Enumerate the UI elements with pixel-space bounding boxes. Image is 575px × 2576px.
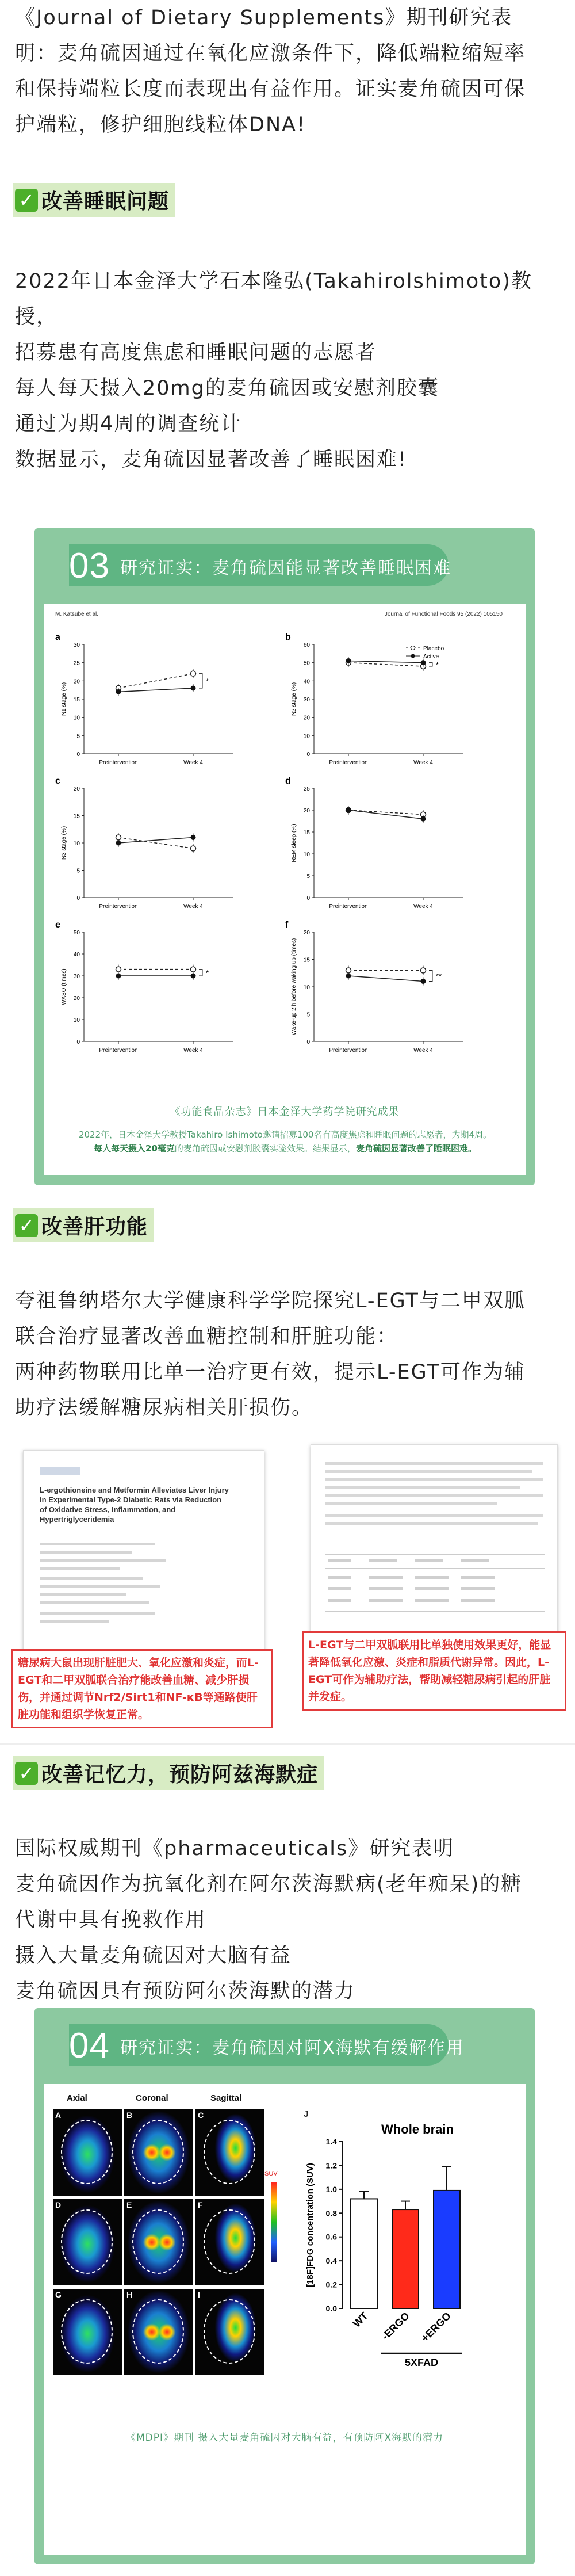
- active-point: [116, 974, 121, 979]
- sleep-line: 通过为期4周的调查统计: [15, 413, 242, 436]
- y-axis-label: WASO (times): [61, 968, 67, 1005]
- figure-note-highlight: 每人每天摄入20毫克: [94, 1143, 175, 1154]
- figure-note-line-1: 2022年，日本金泽大学教授Takahiro Ishimoto邀请招募100名有高度焦虑和睡眠问题的志愿者，为期4周。: [78, 1129, 492, 1140]
- figure-area: [44, 2084, 526, 2555]
- panel-letter: e: [55, 920, 60, 930]
- sleep-panel-a: [55, 632, 233, 766]
- active-line: [348, 661, 423, 663]
- legend-active-marker: [411, 654, 415, 658]
- region-outline: [204, 2209, 255, 2274]
- significance-bracket: [199, 970, 202, 976]
- y-tick-label: 20: [303, 808, 310, 814]
- bar--ERGO: [392, 2209, 419, 2308]
- y-axis-label: N2 stage (%): [291, 682, 297, 716]
- paper-title: L-ergothioneine and Metformin Alleviates Liver Injury in Experimental Type-2 Diabetic Rats via Reduction of Oxidative Stress, Inflammation, and Hypertriglyceridemia: [40, 1486, 229, 1524]
- y-tick-label: 0.4: [325, 2256, 337, 2266]
- y-tick-label: 15: [303, 957, 310, 964]
- x-tick-label: Preintervention: [329, 903, 368, 910]
- liver-line: 联合治疗显著改善血糖控制和肝脏功能：: [15, 1325, 398, 1348]
- panel-letter: f: [285, 920, 289, 930]
- pet-scan-image: [195, 2109, 264, 2196]
- paper-logo: [40, 1467, 80, 1475]
- y-tick-label: 50: [73, 930, 80, 936]
- region-outline: [61, 2209, 113, 2274]
- y-tick-label: 15: [73, 697, 80, 703]
- y-tick-label: 0: [76, 895, 80, 902]
- region-outline: [132, 2209, 184, 2274]
- active-point: [421, 979, 426, 984]
- figure-caption: 《MDPI》期刊 摄入大量麦角硫因对大脑有益，有预防阿X海默的潜力: [125, 2432, 444, 2444]
- figure-note-highlight: 麦角硫因显著改善了睡眠困难。: [355, 1143, 477, 1154]
- y-tick-label: 5: [76, 733, 80, 740]
- region-outline: [61, 2120, 113, 2184]
- significance-marker: **: [436, 972, 442, 980]
- y-tick-label: 1.4: [325, 2137, 337, 2146]
- card-title: [69, 545, 451, 586]
- placebo-line: [348, 663, 423, 666]
- y-tick-label: 60: [303, 642, 310, 648]
- x-tick-label: Preintervention: [99, 903, 138, 910]
- section-heading-text: 改善肝功能: [41, 1215, 148, 1239]
- legend-placebo-label: Placebo: [423, 646, 444, 652]
- x-tick-label: Preintervention: [99, 760, 138, 766]
- pet-scan-image: [195, 2199, 264, 2285]
- memory-line: 国际权威期刊《pharmaceuticals》研究表明: [15, 1837, 455, 1860]
- active-line: [118, 688, 193, 692]
- figure-note: [61, 1128, 509, 1155]
- figure-area: [44, 604, 526, 1175]
- sleep-line: 招募患有高度焦虑和睡眠问题的志愿者: [15, 341, 377, 364]
- liver-line: 助疗法缓解糖尿病相关肝损伤。: [15, 1396, 313, 1419]
- column-head-sagittal: Sagittal: [210, 2093, 242, 2103]
- legend-placebo-marker: [411, 646, 415, 650]
- panel-letter: b: [285, 632, 291, 642]
- column-head-axial: Axial: [67, 2093, 87, 2103]
- region-outline: [132, 2299, 184, 2364]
- region-outline: [132, 2120, 184, 2184]
- y-tick-label: 0: [76, 751, 80, 758]
- memory-line: 摄入大量麦角硫因对大脑有益: [15, 1944, 292, 1967]
- bar-WT: [351, 2199, 377, 2308]
- card-title: [69, 2025, 465, 2066]
- x-tick-label: +ERGO: [419, 2310, 453, 2344]
- legend: [406, 646, 444, 660]
- sleep-panel-d: [285, 776, 463, 910]
- active-point: [346, 658, 351, 663]
- y-tick-label: 1.0: [325, 2184, 337, 2194]
- x-tick-label: Week 4: [413, 760, 433, 766]
- figure-journal-head: Journal of Functional Foods 95 (2022) 105150: [384, 611, 503, 617]
- y-tick-label: 20: [73, 678, 80, 685]
- intro-line: 和保持端粒长度而表现出有益作用。证实麦角硫因可保: [15, 78, 526, 101]
- card-title-text: 研究证实：麦角硫因能显著改善睡眠困难: [120, 558, 451, 578]
- active-point: [421, 816, 426, 822]
- pet-scan-image: [53, 2199, 122, 2285]
- intro-line: 护端粒，修护细胞线粒体DNA!: [15, 113, 306, 136]
- sleep-panel-c: [55, 776, 233, 910]
- active-point: [116, 689, 121, 694]
- y-tick-label: 0: [306, 751, 310, 758]
- y-tick-label: 10: [303, 733, 310, 740]
- y-tick-label: 5: [306, 873, 310, 880]
- scan-label: I: [198, 2290, 200, 2299]
- x-tick-label: -ERGO: [379, 2310, 412, 2342]
- legend-active-label: Active: [423, 654, 439, 660]
- y-tick-label: 25: [303, 786, 310, 792]
- significance-marker: *: [436, 660, 439, 669]
- card-number: 03: [69, 546, 110, 586]
- y-tick-label: 20: [73, 995, 80, 1002]
- liver-summary-box-right: L-EGT与二甲双胍联用比单独使用效果更好，能显著降低氧化应激、炎症和脂质代谢异常。因此，L-EGT可作为辅助疗法，帮助减轻糖尿病引起的肝脏并发症。: [302, 1631, 566, 1711]
- liver-line: 两种药物联用比单一治疗更有效，提示L-EGT可作为辅: [15, 1361, 526, 1384]
- region-outline: [204, 2299, 255, 2364]
- significance-marker: *: [206, 968, 209, 978]
- memory-line: 麦角硫因作为抗氧化剂在阿尔茨海默病(老年痴呆)的糖: [15, 1873, 523, 1896]
- intro-paragraph: [15, 0, 561, 143]
- sleep-line: 授，: [15, 306, 58, 329]
- active-point: [116, 841, 121, 846]
- y-tick-label: 50: [303, 660, 310, 667]
- significance-bracket: [429, 971, 432, 982]
- y-tick-label: 0.2: [325, 2280, 337, 2289]
- y-tick-label: 0: [306, 895, 310, 902]
- scan-label: F: [198, 2200, 203, 2209]
- placebo-line: [348, 810, 423, 815]
- significance-marker: *: [206, 677, 209, 686]
- active-point: [191, 835, 196, 840]
- x-tick-label: Week 4: [183, 903, 203, 910]
- sleep-paragraph: [15, 264, 561, 478]
- card-title-text: 研究证实：麦角硫因对阿X海默有缓解作用: [120, 2037, 465, 2058]
- x-tick-label: Preintervention: [99, 1047, 138, 1054]
- alzheimer-study-card: [34, 2008, 535, 2564]
- chart-letter: J: [304, 2109, 309, 2119]
- y-tick-label: 25: [73, 660, 80, 667]
- x-tick-label: Week 4: [183, 1047, 203, 1054]
- x-tick-label: Preintervention: [329, 760, 368, 766]
- scan-label: C: [198, 2111, 204, 2120]
- pet-scan-image: [53, 2289, 122, 2375]
- pet-scan-grid: [53, 2109, 283, 2380]
- section-heading-liver: [13, 1208, 154, 1242]
- placebo-point: [191, 671, 196, 676]
- active-point: [191, 686, 196, 691]
- y-tick-label: 0.8: [325, 2208, 337, 2218]
- section-heading-text: 改善睡眠问题: [41, 190, 170, 213]
- check-mark-icon: ✓: [15, 1762, 38, 1785]
- active-point: [191, 974, 196, 979]
- figure-note-text: 的麦角硫因或安慰剂胶囊实验效果。结果显示，: [174, 1143, 356, 1154]
- scan-label: B: [126, 2111, 133, 2120]
- scan-label: A: [55, 2111, 62, 2120]
- y-tick-label: 20: [303, 930, 310, 936]
- pet-scan-image: [124, 2109, 193, 2196]
- whole-brain-bar-chart: [297, 2107, 515, 2406]
- region-outline: [61, 2299, 113, 2364]
- paper-text-lines: [40, 1543, 258, 1658]
- x-tick-label: Preintervention: [329, 1047, 368, 1054]
- group-label: 5XFAD: [404, 2357, 439, 2368]
- y-axis-label: [18F]FDG concentration (SUV): [305, 2163, 315, 2287]
- sleep-line: 数据显示，麦角硫因显著改善了睡眠困难!: [15, 448, 408, 471]
- active-point: [346, 808, 351, 813]
- significance-bracket: [199, 674, 202, 688]
- y-tick-label: 30: [73, 642, 80, 648]
- y-tick-label: 15: [73, 813, 80, 820]
- pet-scan-image: [124, 2199, 193, 2285]
- active-line: [348, 976, 423, 982]
- suv-label: SUV: [264, 2170, 278, 2177]
- significance-bracket: [429, 663, 432, 666]
- intro-line: 《Journal of Dietary Supplements》期刊研究表: [15, 6, 513, 29]
- figure-note-line-2: [61, 1142, 509, 1155]
- y-axis-label: N3 stage (%): [61, 826, 67, 860]
- y-tick-label: 20: [73, 786, 80, 792]
- y-tick-label: 1.2: [325, 2161, 337, 2170]
- y-tick-label: 40: [73, 952, 80, 958]
- sleep-panel-b: [285, 632, 463, 766]
- sleep-line: 每人每天摄入20mg的麦角硫因或安慰剂胶囊: [15, 377, 439, 400]
- placebo-point: [116, 967, 121, 972]
- x-tick-label: Week 4: [413, 903, 433, 910]
- liver-summary-box-left: 糖尿病大鼠出现肝脏肥大、氧化应激和炎症，而L-EGT和二甲双胍联合治疗能改善血糖、减少肝损伤，并通过调节Nrf2/Sirt1和NF-κB等通路使肝脏功能和组织学恢复正常。: [12, 1649, 273, 1728]
- panel-letter: a: [55, 632, 60, 642]
- y-tick-label: 15: [303, 830, 310, 836]
- x-tick-label: WT: [350, 2310, 370, 2330]
- chart-title: Whole brain: [381, 2122, 454, 2136]
- panel-letter: d: [285, 776, 291, 786]
- sleep-panel-e: [55, 920, 233, 1054]
- active-point: [346, 974, 351, 979]
- sleep-line: 2022年日本金泽大学石本隆弘(Takahirolshimoto)教: [15, 270, 532, 293]
- scan-label: E: [126, 2200, 132, 2209]
- placebo-point: [191, 846, 196, 851]
- sleep-panels-figure: [44, 621, 526, 1070]
- y-tick-label: 5: [306, 1012, 310, 1018]
- active-line: [348, 810, 423, 819]
- x-tick-label: Week 4: [413, 1047, 433, 1054]
- active-point: [421, 660, 426, 665]
- liver-line: 夸祖鲁纳塔尔大学健康科学学院探究L-EGT与二甲双胍: [15, 1289, 526, 1312]
- y-tick-label: 5: [76, 868, 80, 875]
- intro-line: 明：麦角硫因通过在氧化应激条件下，降低端粒缩短率: [15, 42, 526, 65]
- figure-caption: 《功能食品杂志》日本金泽大学药学院研究成果: [170, 1106, 400, 1118]
- figure-author-head: M. Katsube et al.: [55, 611, 99, 617]
- scan-label: D: [55, 2200, 62, 2209]
- check-mark-icon: ✓: [15, 1214, 38, 1237]
- y-tick-label: 10: [73, 841, 80, 847]
- y-tick-label: 40: [303, 678, 310, 685]
- memory-line: 麦角硫因具有预防阿尔茨海默的潜力: [15, 1980, 356, 2003]
- y-tick-label: 0: [306, 1039, 310, 1045]
- placebo-line: [118, 674, 193, 688]
- suv-colorbar: [271, 2182, 277, 2262]
- y-tick-label: 0: [76, 1039, 80, 1045]
- y-tick-label: 30: [303, 697, 310, 703]
- pet-scan-image: [53, 2109, 122, 2196]
- bar-+ERGO: [434, 2190, 460, 2308]
- y-axis-label: N1 stage (%): [61, 682, 67, 716]
- memory-paragraph: [15, 1831, 561, 2009]
- check-mark-icon: ✓: [15, 189, 38, 212]
- y-tick-label: 10: [303, 852, 310, 858]
- scan-label: G: [55, 2290, 62, 2299]
- placebo-point: [421, 968, 426, 973]
- y-tick-label: 10: [73, 715, 80, 722]
- memory-line: 代谢中具有挽救作用: [15, 1909, 207, 1932]
- panel-letter: c: [55, 776, 60, 786]
- placebo-point: [191, 967, 196, 972]
- card-number: 04: [69, 2026, 110, 2066]
- y-tick-label: 0.0: [325, 2304, 337, 2313]
- pet-scan-image: [124, 2289, 193, 2375]
- sleep-study-card: [34, 528, 535, 1185]
- section-heading-memory: [13, 1756, 324, 1790]
- region-outline: [204, 2120, 255, 2184]
- x-tick-label: Week 4: [183, 760, 203, 766]
- column-head-coronal: Coronal: [136, 2093, 168, 2103]
- y-tick-label: 10: [73, 1017, 80, 1024]
- liver-paragraph: [15, 1283, 561, 1426]
- section-divider: [0, 1743, 575, 1745]
- y-tick-label: 0.6: [325, 2232, 337, 2242]
- section-heading-text: 改善记忆力，预防阿兹海默症: [41, 1763, 319, 1787]
- y-tick-label: 10: [303, 984, 310, 991]
- placebo-line: [118, 838, 193, 849]
- pet-scan-image: [195, 2289, 264, 2375]
- y-axis-label: REM sleep (%): [291, 823, 297, 863]
- y-tick-label: 30: [73, 974, 80, 980]
- section-heading-sleep: [13, 183, 175, 217]
- scan-label: H: [126, 2290, 133, 2299]
- y-axis-label: Wake-up 2 h before waking up (times): [291, 938, 297, 1036]
- active-line: [118, 838, 193, 844]
- sleep-panel-f: [285, 920, 463, 1054]
- y-tick-label: 20: [303, 715, 310, 722]
